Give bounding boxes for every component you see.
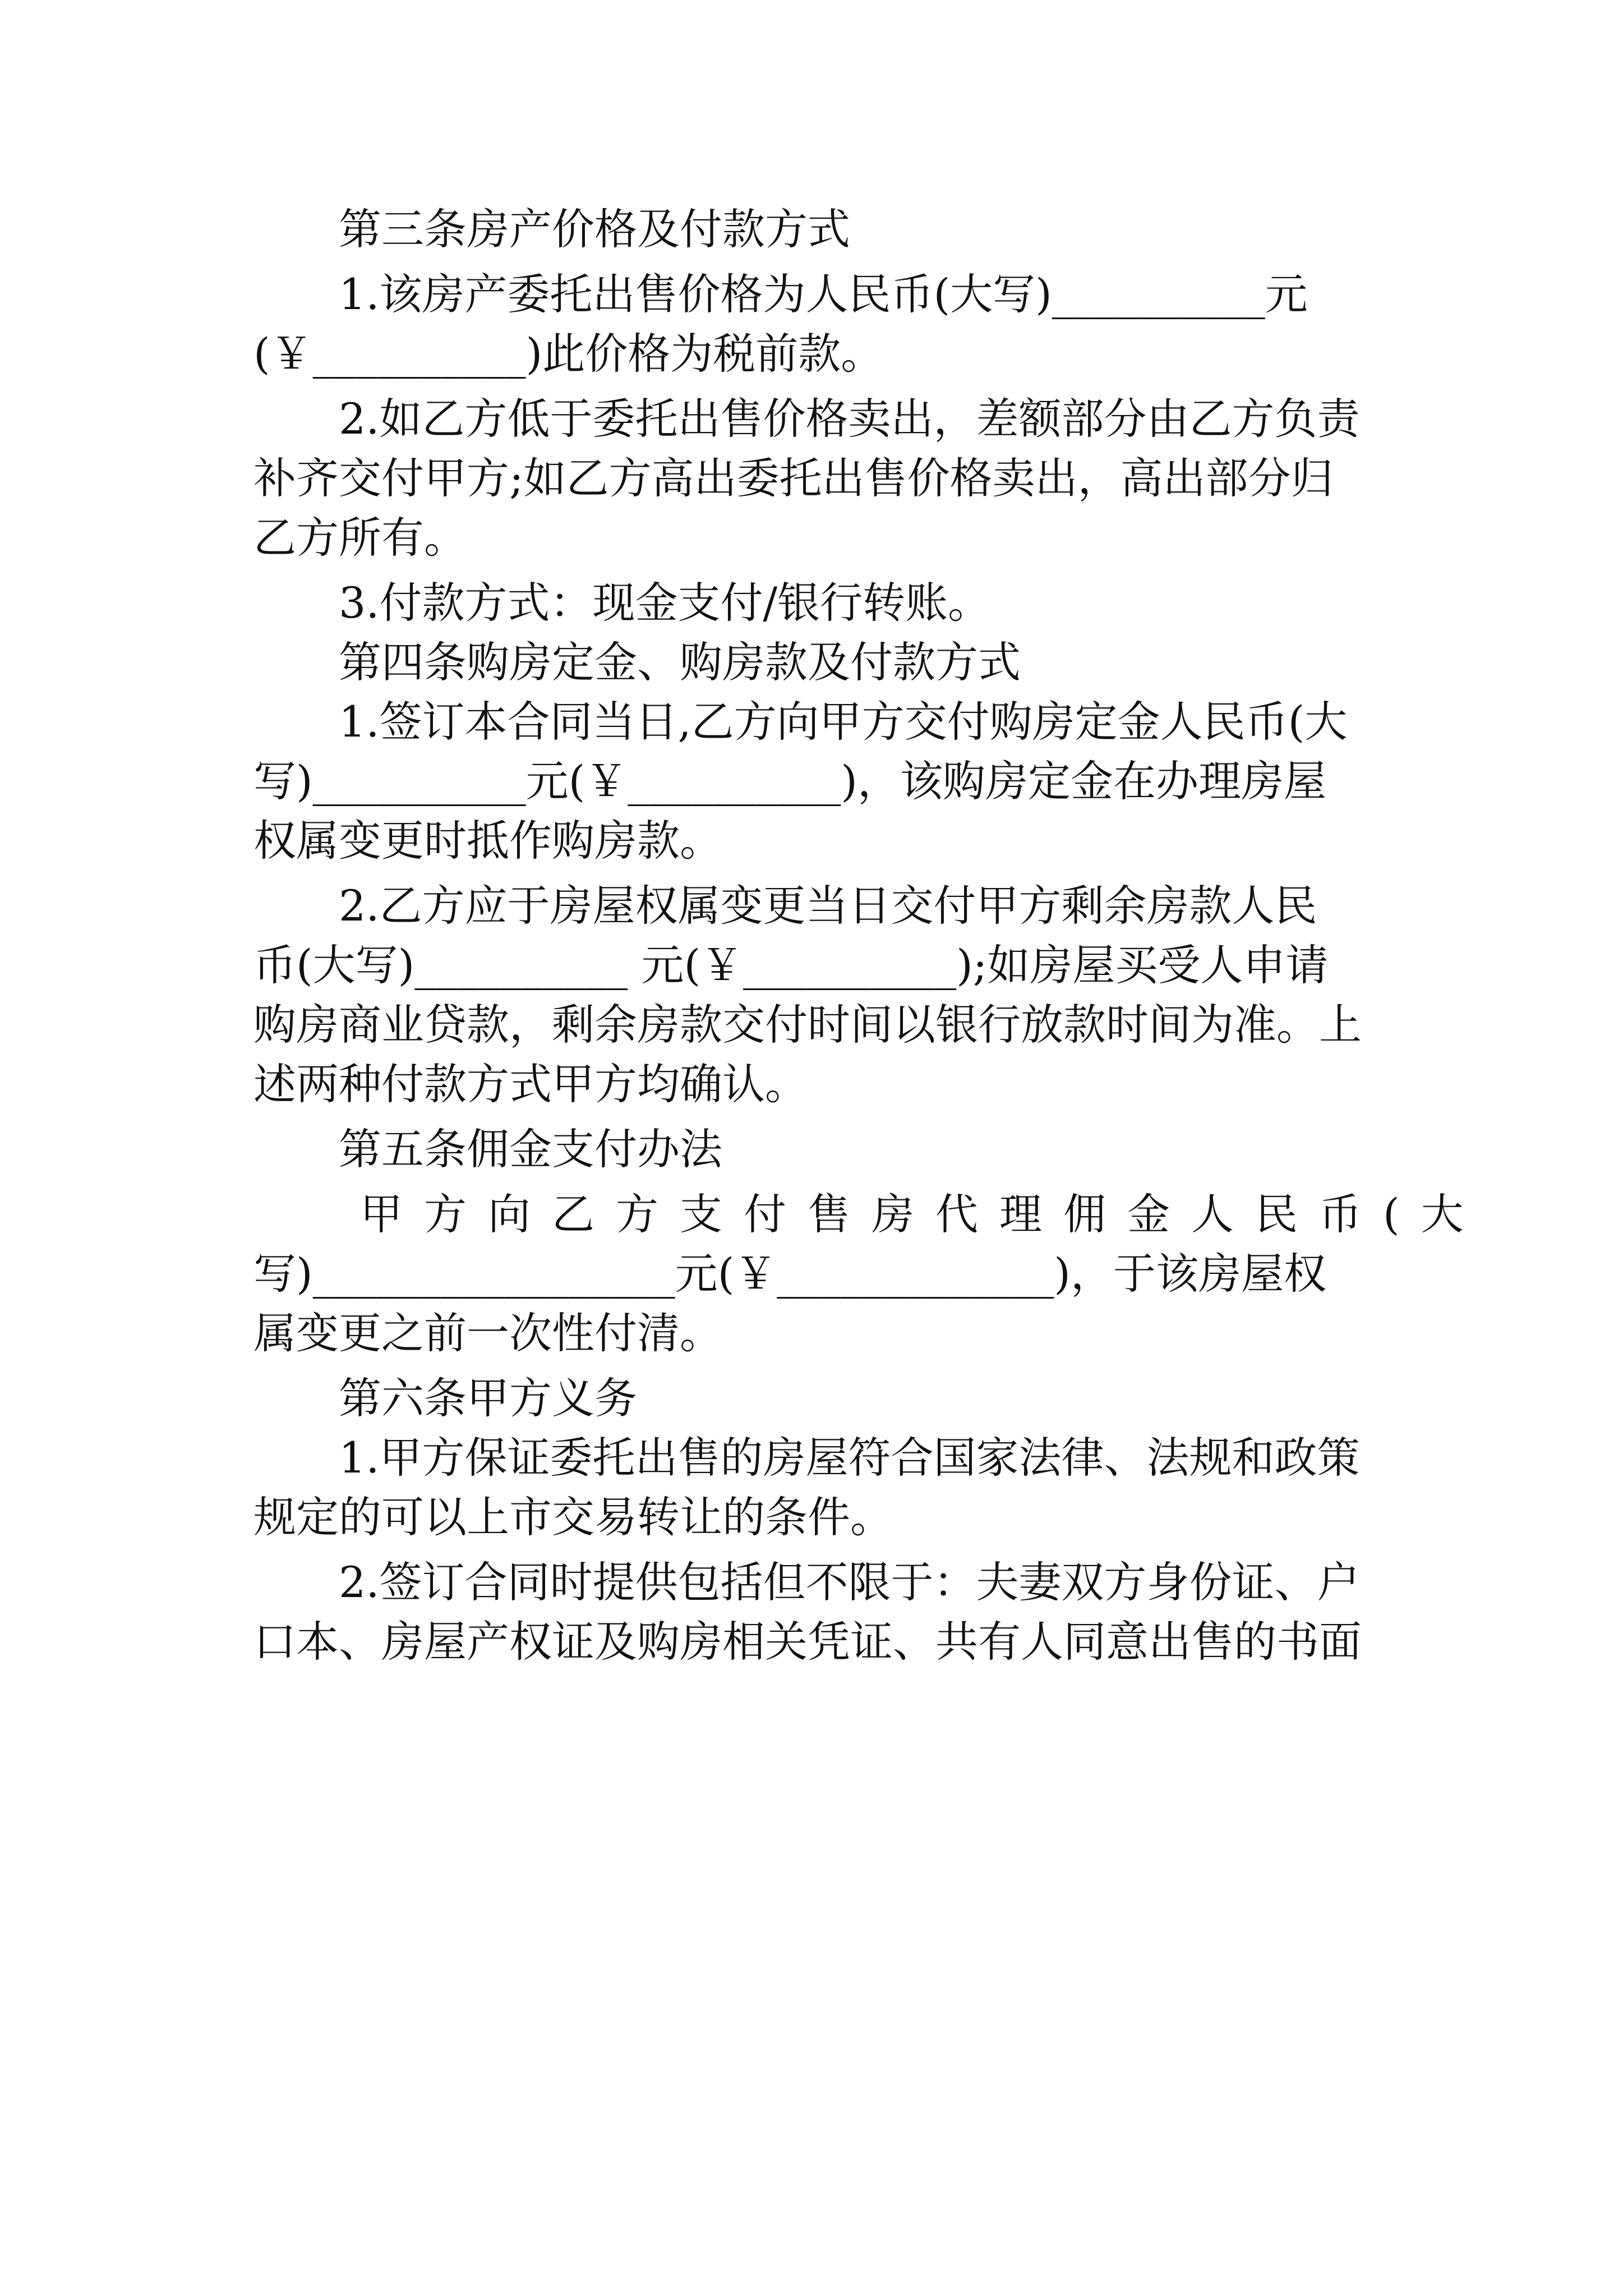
article-6-clause-2-line-2: 口本、房屋产权证及购房相关凭证、共有人同意出售的书面 (253, 1617, 1362, 1667)
article-6-clause-1-line-2: 规定的可以上市交易转让的条件。 (253, 1492, 893, 1542)
article-4-clause-2-line-1: 2.乙方应于房屋权属变更当日交付甲方剩余房款人民 (339, 881, 1317, 931)
article-6-clause-2-line-1: 2.签订合同时提供包括但不限于：夫妻双方身份证、户 (339, 1557, 1360, 1607)
article-5-heading: 第五条佣金支付办法 (339, 1124, 722, 1174)
article-3-clause-2-line-2: 补齐交付甲方;如乙方高出委托出售价格卖出，高出部分归 (253, 453, 1334, 503)
article-3-clause-1-line-2: (￥__________)此价格为税前款。 (253, 329, 884, 379)
article-6-heading: 第六条甲方义务 (339, 1373, 637, 1423)
article-4-clause-1-line-2: 写)__________元(￥__________)，该购房定金在办理房屋 (253, 756, 1326, 806)
article-4-clause-2-line-4: 述两种付款方式甲方均确认。 (253, 1059, 808, 1109)
article-3-clause-2-line-3: 乙方所有。 (253, 513, 467, 563)
article-3-clause-1-line-1: 1.该房产委托出售价格为人民币(大写)__________元 (339, 269, 1308, 319)
article-4-clause-1-line-1: 1.签订本合同当日,乙方向甲方交付购房定金人民币(大 (339, 697, 1348, 747)
article-3-heading: 第三条房产价格及付款方式 (339, 204, 850, 254)
article-4-clause-1-line-3: 权属变更时抵作购房款。 (253, 816, 722, 866)
article-5-body-line-1: 甲方向乙方支付售房代理佣金人民币(大 (360, 1189, 1485, 1239)
article-4-clause-2-line-2: 币(大写)__________ 元(￥__________);如房屋买受人申请 (253, 940, 1329, 990)
article-4-clause-2-line-3: 购房商业贷款，剩余房款交付时间以银行放款时间为准。上 (253, 1000, 1362, 1050)
article-4-heading: 第四条购房定金、购房款及付款方式 (339, 637, 1021, 687)
article-5-body-line-3: 属变更之前一次性付清。 (253, 1308, 722, 1358)
contract-body (253, 200, 1485, 1672)
article-3-clause-2-line-1: 2.如乙方低于委托出售价格卖出，差额部分由乙方负责 (339, 394, 1360, 444)
article-3-clause-3: 3.付款方式：现金支付/银行转账。 (339, 578, 991, 628)
article-6-clause-1-line-1: 1.甲方保证委托出售的房屋符合国家法律、法规和政策 (339, 1433, 1360, 1483)
article-5-body-line-2: 写)_________________元(￥_____________)，于该房屋权 (253, 1249, 1326, 1299)
